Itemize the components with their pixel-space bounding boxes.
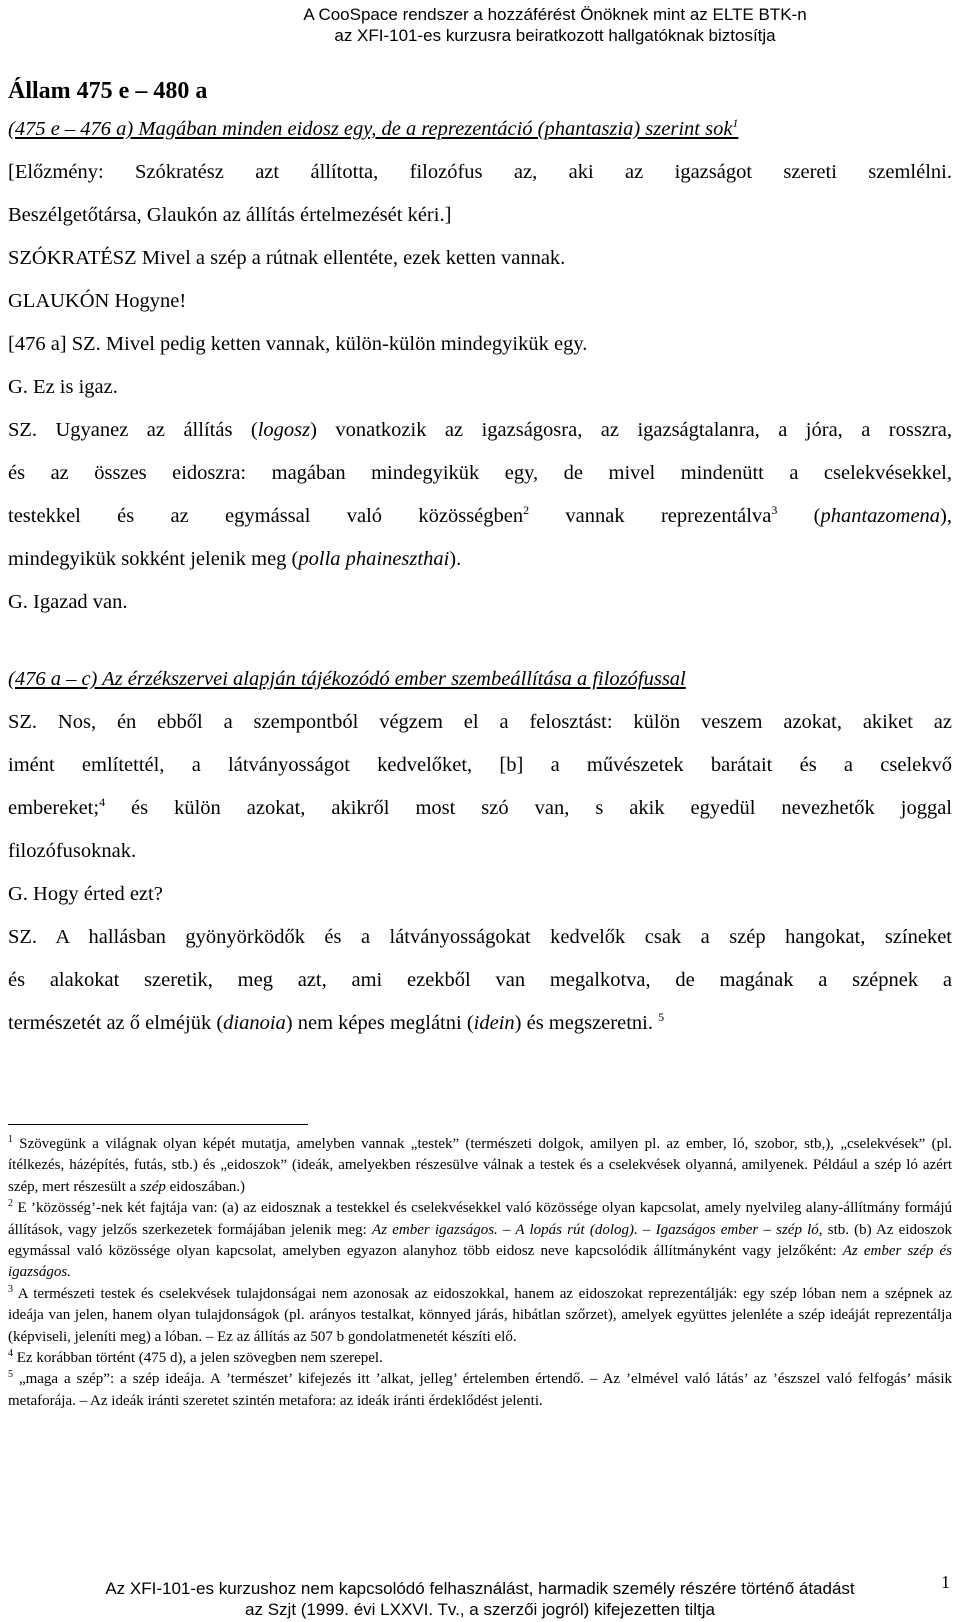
dialogue-line: SZ. A hallásban gyönyörködők és a látványosságokat kedvelők csak a szép hangokat, színeket	[8, 926, 952, 948]
section-2	[8, 658, 952, 1045]
footnote-ref-5: 5	[658, 1010, 665, 1025]
footnote-5: $^5$ „maga a szép”: a szép ideája. A ’természet’ kifejezés itt ’alkat, jelleg’ értelemben értendő. – Az ’elmével való látás’ az ’észszel való felfogás’ másik metaforája. – Az ideák iránti szeretet szintén metafora: az ideák iránti érdeklődést jelenti.	[8, 1369, 952, 1409]
dialogue-line: SZ. Ugyanez az állítás (logosz) vonatkozik az igazságosra, az igazságtalanra, a jóra, a rosszra,	[8, 419, 952, 441]
dialogue-line: filozófusoknak.	[8, 840, 137, 862]
footnote-3: $^3$ A természeti testek és cselekvések tulajdonságai nem azonosak az eidoszokkal, hanem az eidoszokat reprezentálják: egy szép lóban nem a szépnek az ideája van jelen, hanem olyan tulajdonságok (pl. arányos testalkat, könnyed járás, hibátlan szőrzet), amelyek együttes jelenléte a szép ideáját reprezentálja (képviseli, jeleníti meg) a lóban. – Ez az állítás az 507 b gondolatmenetét készíti elő.	[8, 1283, 952, 1345]
dialogue-line: természetét az ő elméjük (dianoia) nem képes meglátni (idein) és megszeretni. $^5$	[8, 1010, 665, 1034]
footnote-ref-2: 2	[523, 503, 530, 518]
dialogue-line: G. Hogy érted ezt?	[8, 883, 163, 905]
intro-line-1: [Előzmény: Szókratész azt állította, filozófus az, aki az igazságot szereti szemlélni.	[8, 161, 952, 183]
page-header	[0, 4, 960, 46]
dialogue-line: és alakokat szeretik, meg azt, ami ezekből van megalkotva, de magának a szépnek a	[8, 969, 952, 991]
footer-line-1: Az XFI-101-es kurzushoz nem kapcsolódó felhasználást, harmadik személy részére történő átadást	[105, 1579, 855, 1598]
dialogue-line: embereket;$^4$ és külön azokat, akikről most szó van, s akik egyedül nevezhetők joggal	[8, 795, 952, 819]
footnote-ref-4: 4	[99, 795, 106, 810]
section-2-heading: (476 a – c) Az érzékszervei alapján tájékozódó ember szembeállítása a filozófussal	[8, 668, 686, 690]
dialogue-line: SZ. Nos, én ebből a szempontból végzem el a felosztást: külön veszem azokat, akiket az	[8, 711, 952, 733]
section-1	[8, 108, 952, 624]
dialogue-line: [476 a] SZ. Mivel pedig ketten vannak, külön-külön mindegyikük egy.	[8, 333, 588, 355]
document-title: Állam 475 e – 480 a	[8, 78, 208, 104]
footnote-ref-3: 3	[771, 503, 778, 518]
footnote-2: $^2$ E ’közösség’-nek két fajtája van: (a) az eidosznak a testekkel és cselekvésekkel való közössége olyan kapcsolat, amely nyelvileg alany-állítmány formájú állítások, vagy jelzős szerkezetek formájában jelenik meg: Az ember igazságos. – A lopás rút (dolog). – Igazságos ember – szép ló, stb. (b) Az eidoszok egymással való közössége olyan kapcsolat, amelyben egyazon alanyhoz több eidosz neve kapcsolódik állítmányként vagy jelzőként: Az ember szép és igazságos.	[8, 1198, 952, 1281]
footer-line-2: az Szjt (1999. évi LXXVI. Tv., a szerzői jogról) kifejezetten tiltja	[245, 1600, 715, 1619]
dialogue-line: és az összes eidoszra: magában mindegyikük egy, de mivel mindenütt a cselekvésekkel,	[8, 462, 952, 484]
dialogue-line: G. Igazad van.	[8, 591, 128, 613]
footnotes	[8, 1134, 952, 1412]
section-1-heading: (475 e – 476 a) Magában minden eidosz egy, de a reprezentáció (phantaszia) szerint sok$^1$	[8, 116, 739, 140]
page-footer	[0, 1578, 960, 1620]
dialogue-line: GLAUKÓN Hogyne!	[8, 290, 187, 312]
dialogue-line: G. Ez is igaz.	[8, 376, 118, 398]
dialogue-line: imént említettél, a látványosságot kedvelőket, [b] a művészetek barátait és a cselekvő	[8, 754, 952, 776]
dialogue-line: mindegyikük sokként jelenik meg (polla phaineszthai).	[8, 548, 462, 570]
footnote-separator	[8, 1124, 308, 1125]
page-number: 1	[941, 1572, 950, 1592]
header-line-1: A CooSpace rendszer a hozzáférést Önöknek mint az ELTE BTK-n	[303, 5, 807, 24]
intro-line-2: Beszélgetőtársa, Glaukón az állítás értelmezését kéri.]	[8, 204, 452, 226]
footnote-ref-1: 1	[732, 116, 739, 131]
footnote-1: $^1$ Szövegünk a világnak olyan képét mutatja, amelyben vannak „testek” (természeti dolgok, amilyen pl. az ember, ló, szobor, stb,), „cselekvések” (pl. ítélkezés, házépítés, futás, stb.) és „eidoszok” (ideák, amelyekben részesülve válnak a testek és a cselekvések olyanná, amilyenek. Például a szép ló azért szép, mert részesült a szép eidoszában.)	[8, 1134, 952, 1195]
footnote-4: $^4$ Ez korábban történt (475 d), a jelen szövegben nem szerepel.	[8, 1348, 383, 1367]
dialogue-line: SZÓKRATÉSZ Mivel a szép a rútnak ellentéte, ezek ketten vannak.	[8, 247, 566, 269]
dialogue-line: testekkel és az egymással való közösségben$^2$ vannak reprezentálva$^3$ (phantazomena),	[8, 503, 952, 527]
header-line-2: az XFI-101-es kurzusra beiratkozott hallgatóknak biztosítja	[334, 26, 776, 45]
